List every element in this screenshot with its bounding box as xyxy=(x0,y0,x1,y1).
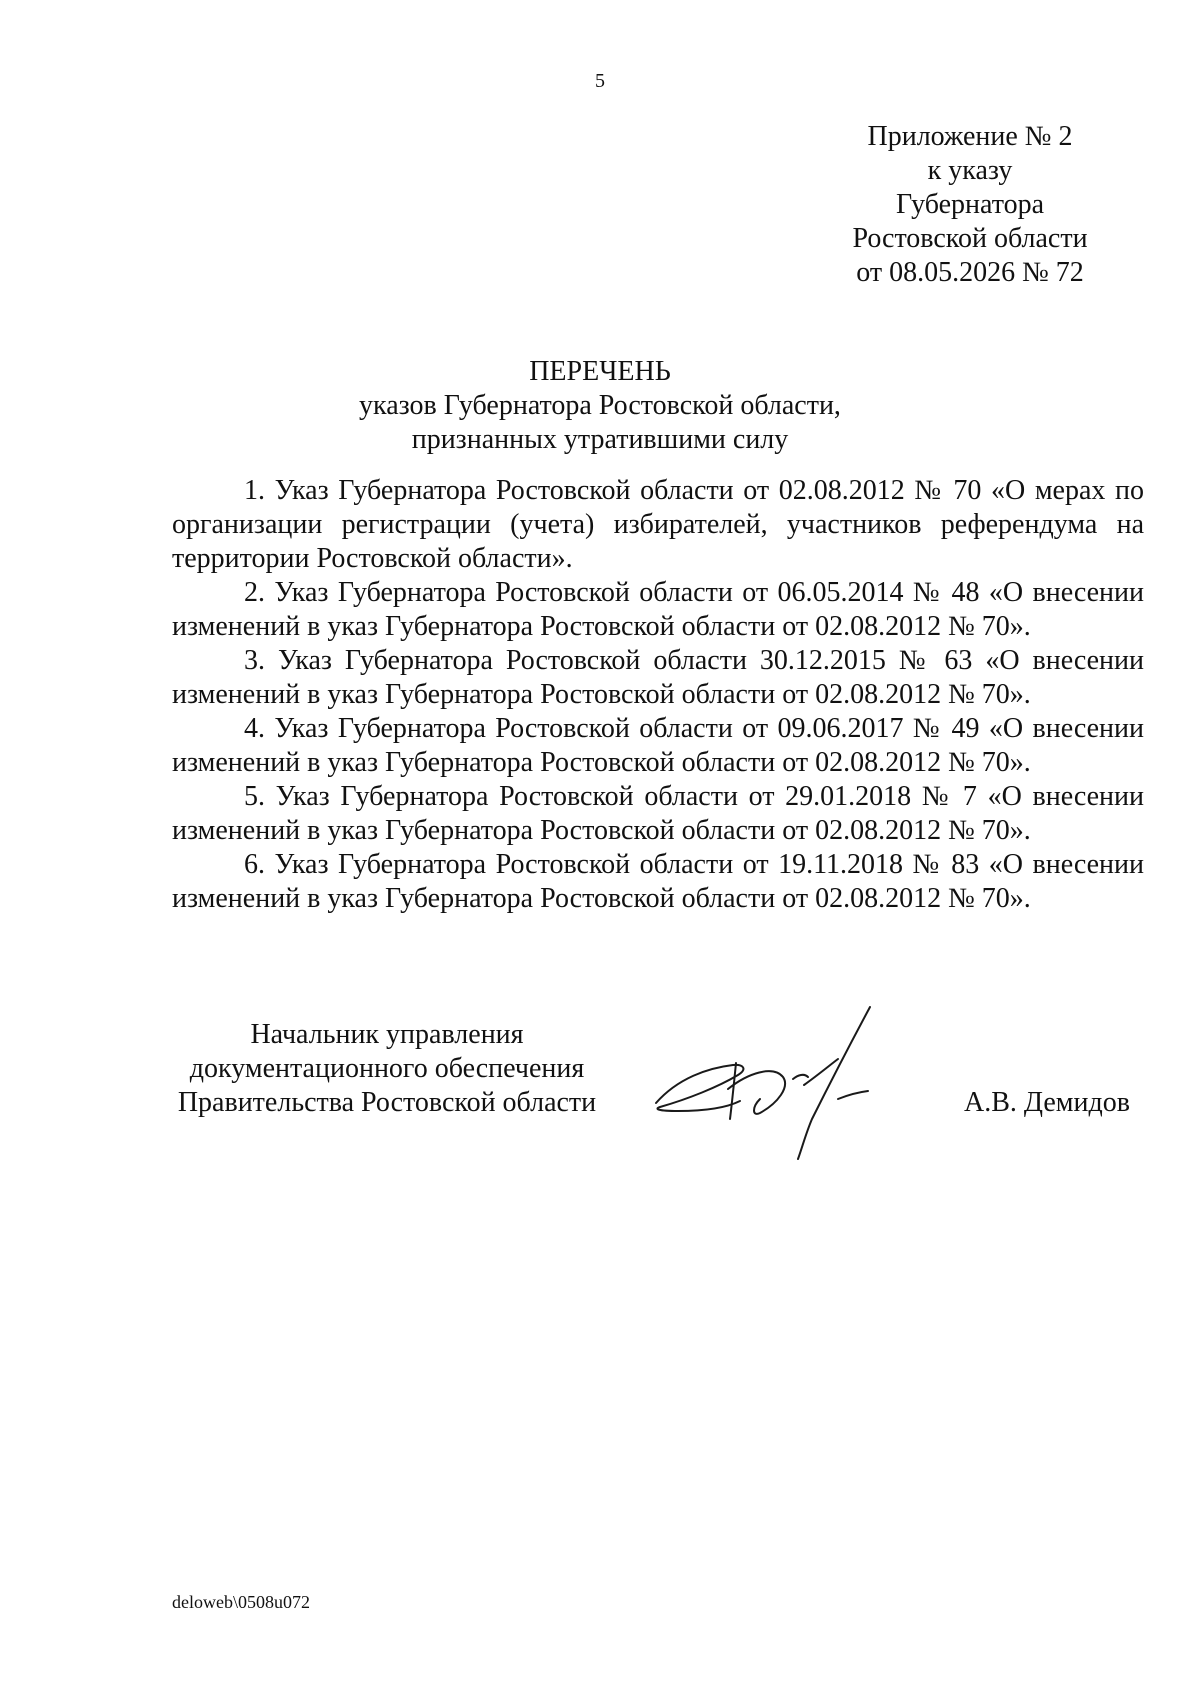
document-title: ПЕРЕЧЕНЬ xyxy=(529,356,671,387)
signatory-name: А.В. Демидов xyxy=(964,1087,1130,1118)
document-subtitle: признанных утратившими силу xyxy=(411,424,789,455)
appendix-line: к указу xyxy=(927,155,1013,186)
position-line: Начальник управления xyxy=(250,1019,524,1050)
list-item: 4. Указ Губернатора Ростовской области от 09.06.2017 № 49 «О внесении изменений в указ Губернатора Ростовской области от 02.08.2012 № 70». xyxy=(172,713,1144,778)
decree-list xyxy=(172,474,1144,916)
document-code: deloweb\0508u072 xyxy=(172,1592,310,1612)
appendix-line: Ростовской области xyxy=(852,223,1088,254)
position-line: Правительства Ростовской области xyxy=(177,1087,597,1118)
appendix-line: от 08.05.2026 № 72 xyxy=(856,257,1084,288)
list-item: 6. Указ Губернатора Ростовской области от 19.11.2018 № 83 «О внесении изменений в указ Губернатора Ростовской области от 02.08.2012 № 70». xyxy=(172,849,1144,914)
position-line: документационного обеспечения xyxy=(189,1053,585,1084)
signatory-position xyxy=(172,1018,602,1120)
list-item: 2. Указ Губернатора Ростовской области от 06.05.2014 № 48 «О внесении изменений в указ Губернатора Ростовской области от 02.08.2012 № 70». xyxy=(172,577,1144,642)
appendix-line: Губернатора xyxy=(895,189,1045,220)
list-item: 5. Указ Губернатора Ростовской области от 29.01.2018 № 7 «О внесении изменений в указ Губернатора Ростовской области от 02.08.2012 № 70». xyxy=(172,781,1144,846)
appendix-header xyxy=(820,120,1120,290)
list-item: 1. Указ Губернатора Ростовской области от 02.08.2012 № 70 «О мерах по организации регистрации (учета) избирателей, участников референдума на территории Ростовской области». xyxy=(172,475,1144,574)
appendix-line: Приложение № 2 xyxy=(867,121,1073,152)
document-subtitle: указов Губернатора Ростовской области, xyxy=(359,390,841,421)
document-heading xyxy=(0,355,1200,457)
list-item: 3. Указ Губернатора Ростовской области 30.12.2015 № 63 «О внесении изменений в указ Губернатора Ростовской области от 02.08.2012 № 70». xyxy=(172,645,1144,710)
page-number: 5 xyxy=(595,70,605,92)
handwritten-signature xyxy=(648,1003,928,1163)
